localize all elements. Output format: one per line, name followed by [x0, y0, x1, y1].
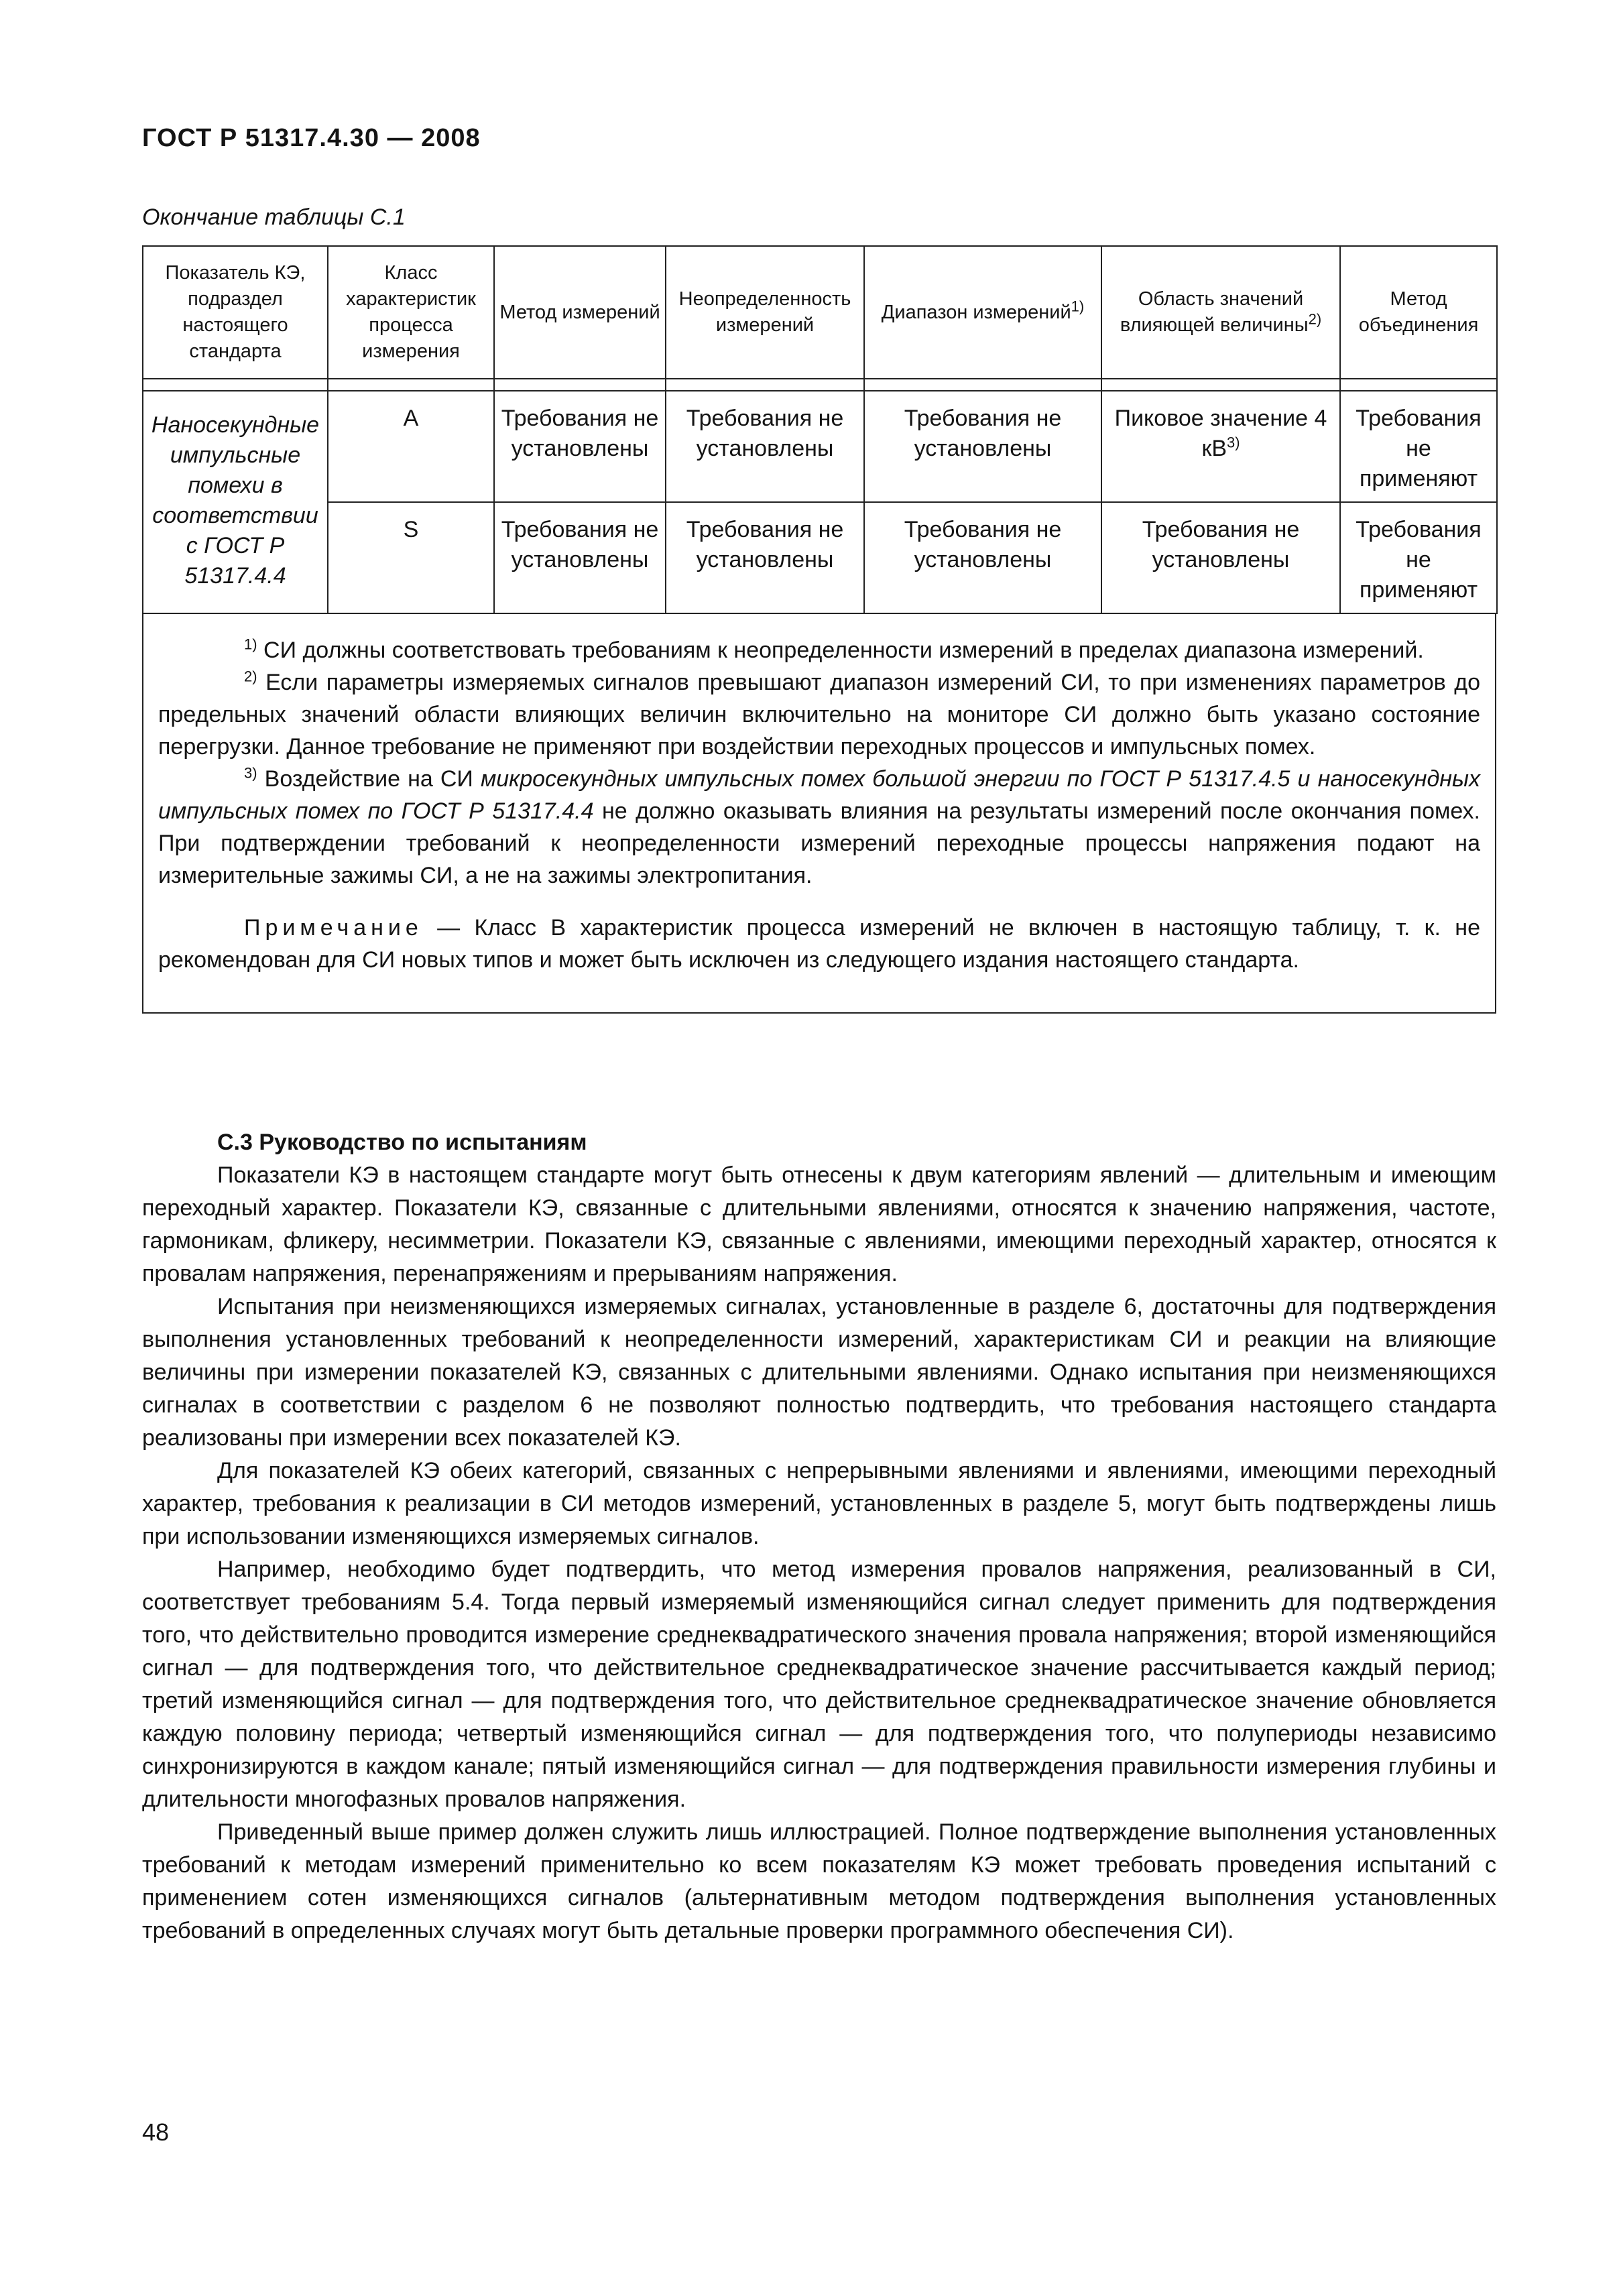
cell-range: Требования не установлены — [864, 502, 1101, 613]
cell-influence: Требования не установлены — [1101, 502, 1340, 613]
footnote-3-text-end: не должно оказывать влияния на результаты измерений после окончания помех. При подтверждении требований к неопределенности измерений переходные процессы напряжения подают на измерительные зажимы СИ, а не на зажимы электропитания. — [158, 798, 1480, 888]
footnote-2-mark: 2) — [244, 668, 257, 685]
table-header-row — [143, 246, 1497, 379]
spacer-cell — [494, 379, 666, 391]
note-label: Примечание — [244, 915, 423, 941]
cell-influence — [1101, 391, 1340, 502]
cell-class: S — [328, 502, 494, 613]
footnote-1-mark: 1) — [244, 636, 257, 653]
table-note — [158, 912, 1480, 976]
column-header-class: Класс характеристик процесса измерения — [328, 246, 494, 379]
footnote-3 — [158, 763, 1480, 892]
footnote-3-mark: 3) — [244, 764, 257, 782]
cell-range: Требования не установлены — [864, 391, 1101, 502]
footnote-1 — [158, 634, 1480, 666]
footnote-2-text: Если параметры измеряемых сигналов превышают диапазон измерений СИ, то при изменениях параметров до предельных значений области влияющих величин включительно на мониторе СИ должно быть указано состояние перегрузки. Данное требование не применяют при воздействии переходных процессов и импульсных помех. — [158, 670, 1480, 760]
cell-uncertainty: Требования не установлены — [666, 391, 864, 502]
paragraph: Для показателей КЭ обеих категорий, связанных с непрерывными явлениями и явлениями, имеющими переходный характер, требования к реализации в СИ методов измерений, установленных в разделе 5, могут быть подтверждены лишь при использовании изменяющихся измеряемых сигналов. — [142, 1458, 1496, 1549]
footnote-ref-3: 3) — [1227, 434, 1240, 451]
table-row — [143, 391, 1497, 502]
table-spacer-row — [143, 379, 1497, 391]
spacer-cell — [143, 379, 328, 391]
cell-method: Требования не установлены — [494, 502, 666, 613]
paragraph: Показатели КЭ в настоящем стандарте могут быть отнесены к двум категориям явлений — длительным и имеющим переходный характер. Показатели КЭ, связанные с длительными явлениями, относятся к значению напряжения, частоте, гармоникам, фликеру, несимметрии. Показатели КЭ, связанные с явлениями, имеющими переходный характер, относятся к провалам напряжения, перенапряжениям и прерываниям напряжения. — [142, 1162, 1496, 1286]
footnote-3-text-italic: микросекундных импульсных помех большой энергии по ГОСТ Р 51317.4.5 и наносекундных импульсных помех по ГОСТ Р 51317.4.4 — [158, 766, 1480, 824]
page-number: 48 — [142, 2118, 170, 2146]
footnote-3-text-start: Воздействие на СИ — [264, 766, 481, 792]
note-text: — Класс В характеристик процесса измерений не включен в настоящую таблицу, т. к. не рекомендован для СИ новых типов и может быть исключен из следующего издания настоящего стандарта. — [158, 915, 1480, 973]
paragraph: Приведенный выше пример должен служить лишь иллюстрацией. Полное подтверждение выполнения установленных требований к методам измерений применительно ко всем показателям КЭ может требовать проведения испытаний с применением сотен изменяющихся сигналов (альтернативным методом подтверждения выполнения установленных требований в определенных случаях могут быть детальные проверки программного обеспечения СИ). — [142, 1819, 1496, 1943]
paragraph: Испытания при неизменяющихся измеряемых сигналах, установленные в разделе 6, достаточны для подтверждения выполнения установленных требований к неопределенности измерений, характеристикам СИ и реакции на влияющие величины при измерении показателей КЭ, связанных с длительными явлениями. Однако испытания при неизменяющихся сигналах в соответствии с разделом 6 не позволяют полностью подтвердить, что требования настоящего стандарта реализованы при измерении всех показателей КЭ. — [142, 1294, 1496, 1451]
document-header: ГОСТ Р 51317.4.30 — 2008 — [142, 124, 481, 152]
spacer-cell — [1340, 379, 1497, 391]
column-header-range-label: Диапазон измерений — [881, 301, 1071, 323]
row-group-label: Наносекундные импульсные помехи в соответствии с ГОСТ Р 51317.4.4 — [143, 391, 328, 613]
footnote-2 — [158, 666, 1480, 763]
spacer-cell — [328, 379, 494, 391]
footnote-1-text: СИ должны соответствовать требованиям к неопределенности измерений в пределах диапазона измерений. — [263, 638, 1424, 663]
footnote-ref-2: 2) — [1308, 310, 1322, 328]
column-header-aggregation: Метод объединения — [1340, 246, 1497, 379]
cell-aggregation: Требования не применяют — [1340, 391, 1497, 502]
cell-aggregation: Требования не применяют — [1340, 502, 1497, 613]
cell-influence-text: Пиковое значение 4 кВ — [1114, 406, 1327, 461]
spacer-cell — [666, 379, 864, 391]
column-header-influence — [1101, 246, 1340, 379]
column-header-range — [864, 246, 1101, 379]
requirements-table — [142, 245, 1498, 614]
table-container — [142, 245, 1496, 1014]
footnote-ref-1: 1) — [1071, 297, 1085, 314]
section-c3 — [142, 1126, 1496, 1947]
paragraph: Например, необходимо будет подтвердить, что метод измерения провалов напряжения, реализованный в СИ, соответствует требованиям 5.4. Тогда первый измеряемый изменяющийся сигнал следует применить для подтверждения того, что действительно проводится измерение среднеквадратического значения провала напряжения; второй изменяющийся сигнал — для подтверждения того, что действительное среднеквадратическое значение рассчитывается каждый период; третий изменяющийся сигнал — для подтверждения того, что действительное среднеквадратическое значение обновляется каждую половину периода; четвертый изменяющийся сигнал — для подтверждения того, что полупериоды независимо синхронизируются в каждом канале; пятый изменяющийся сигнал — для подтверждения правильности измерения глубины и длительности многофазных провалов напряжения. — [142, 1557, 1496, 1812]
section-heading: С.3 Руководство по испытаниям — [217, 1130, 587, 1155]
spacer-cell — [864, 379, 1101, 391]
column-header-indicator: Показатель КЭ, подраздел настоящего стандарта — [143, 246, 328, 379]
cell-method: Требования не установлены — [494, 391, 666, 502]
cell-class: A — [328, 391, 494, 502]
cell-uncertainty: Требования не установлены — [666, 502, 864, 613]
spacer-cell — [1101, 379, 1340, 391]
column-header-uncertainty: Неопределенность измерений — [666, 246, 864, 379]
column-header-influence-label: Область значений влияющей величины — [1120, 288, 1309, 336]
table-footnotes — [142, 614, 1496, 1014]
table-row — [143, 502, 1497, 613]
table-caption: Окончание таблицы С.1 — [142, 204, 406, 230]
column-header-method: Метод измерений — [494, 246, 666, 379]
